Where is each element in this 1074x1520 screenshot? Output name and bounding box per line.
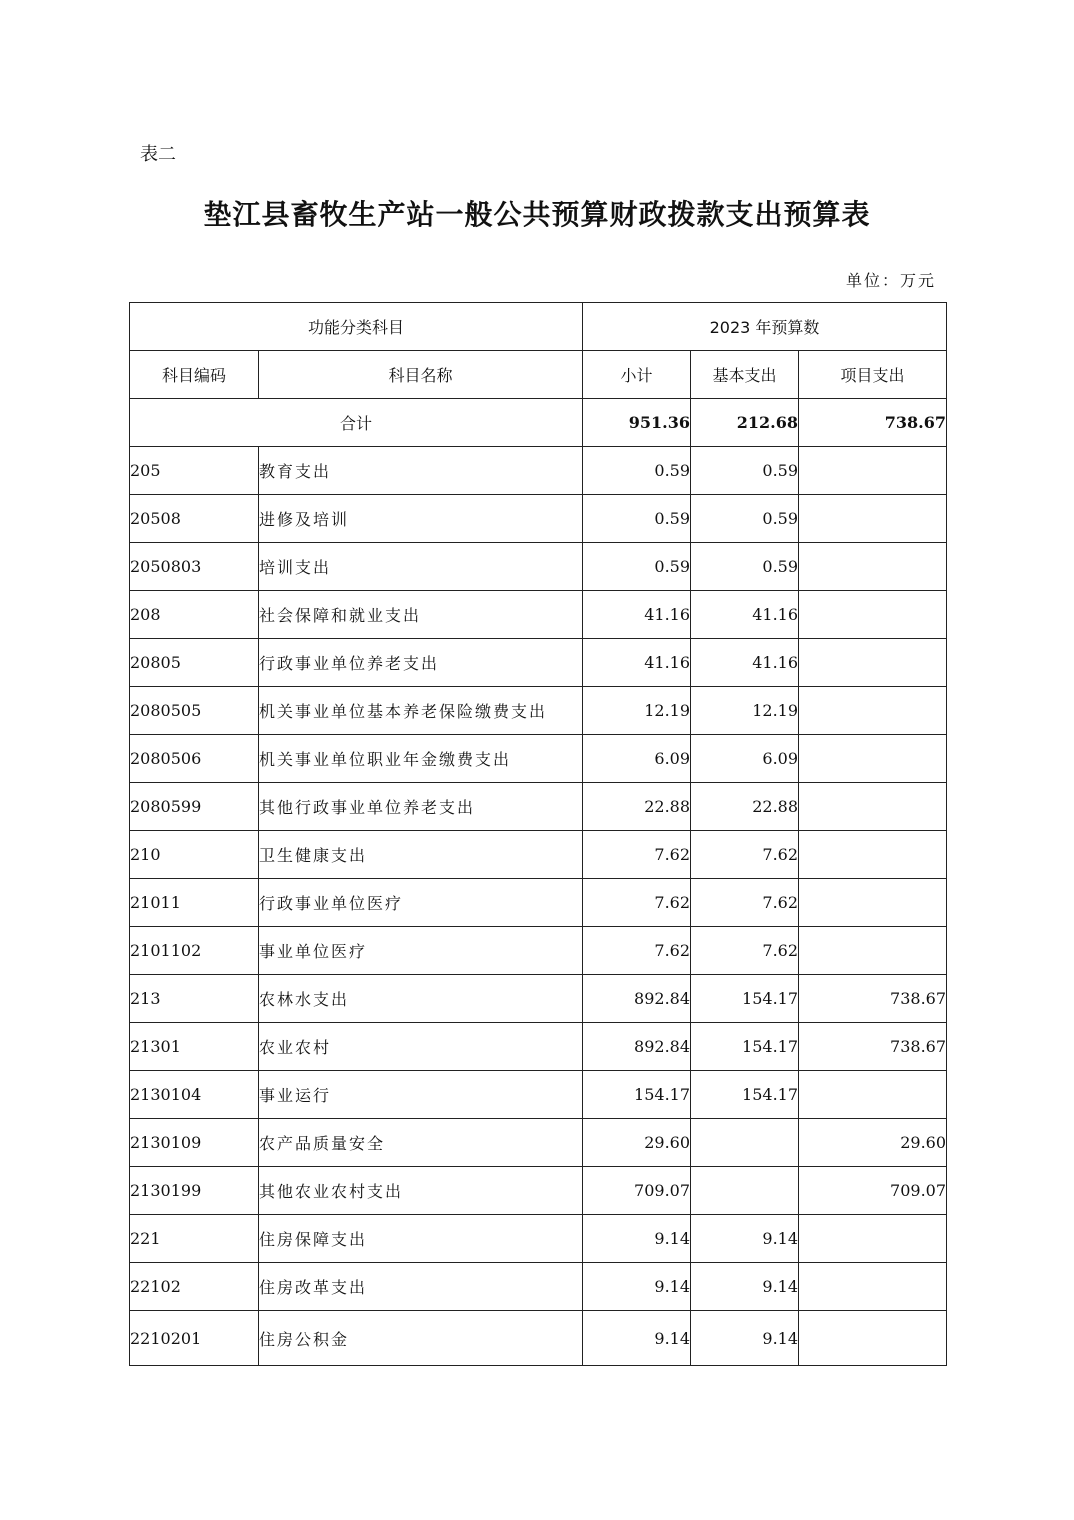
cell-basic: 7.62 xyxy=(691,927,799,975)
cell-code: 2080599 xyxy=(130,783,259,831)
cell-name: 机关事业单位职业年金缴费支出 xyxy=(259,735,583,783)
cell-basic: 7.62 xyxy=(691,831,799,879)
cell-project xyxy=(799,591,947,639)
cell-subtotal: 7.62 xyxy=(583,831,691,879)
cell-basic: 41.16 xyxy=(691,639,799,687)
cell-project xyxy=(799,1311,947,1366)
cell-subtotal: 0.59 xyxy=(583,543,691,591)
cell-name: 农产品质量安全 xyxy=(259,1119,583,1167)
cell-subtotal: 892.84 xyxy=(583,975,691,1023)
cell-project xyxy=(799,735,947,783)
unit-label: 单位：万元 xyxy=(845,271,936,290)
cell-basic: 0.59 xyxy=(691,495,799,543)
cell-code: 21301 xyxy=(130,1023,259,1071)
total-subtotal: 951.36 xyxy=(583,399,691,447)
cell-name: 农业农村 xyxy=(259,1023,583,1071)
cell-project xyxy=(799,879,947,927)
cell-code: 213 xyxy=(130,975,259,1023)
cell-project xyxy=(799,927,947,975)
header-func-class: 功能分类科目 xyxy=(130,303,583,351)
cell-basic: 22.88 xyxy=(691,783,799,831)
cell-name: 培训支出 xyxy=(259,543,583,591)
table-label: 表二 xyxy=(140,144,176,165)
cell-project: 29.60 xyxy=(799,1119,947,1167)
header-row-columns xyxy=(130,351,947,399)
cell-subtotal: 9.14 xyxy=(583,1311,691,1366)
table-row xyxy=(130,687,947,735)
table-row xyxy=(130,591,947,639)
cell-basic: 12.19 xyxy=(691,687,799,735)
cell-subtotal: 29.60 xyxy=(583,1119,691,1167)
total-basic: 212.68 xyxy=(691,399,799,447)
header-row-group xyxy=(130,303,947,351)
cell-basic: 6.09 xyxy=(691,735,799,783)
cell-project xyxy=(799,687,947,735)
cell-code: 2080506 xyxy=(130,735,259,783)
cell-code: 2080505 xyxy=(130,687,259,735)
cell-basic: 9.14 xyxy=(691,1263,799,1311)
cell-code: 2130199 xyxy=(130,1167,259,1215)
cell-subtotal: 41.16 xyxy=(583,639,691,687)
cell-subtotal: 0.59 xyxy=(583,447,691,495)
cell-project xyxy=(799,783,947,831)
cell-basic: 9.14 xyxy=(691,1311,799,1366)
cell-project xyxy=(799,831,947,879)
cell-code: 2210201 xyxy=(130,1311,259,1366)
cell-project: 738.67 xyxy=(799,1023,947,1071)
cell-name: 事业单位医疗 xyxy=(259,927,583,975)
cell-project xyxy=(799,1215,947,1263)
header-subtotal: 小计 xyxy=(583,351,691,399)
cell-code: 20805 xyxy=(130,639,259,687)
table-row xyxy=(130,447,947,495)
cell-code: 20508 xyxy=(130,495,259,543)
cell-name: 行政事业单位养老支出 xyxy=(259,639,583,687)
cell-project xyxy=(799,1071,947,1119)
table-row xyxy=(130,1167,947,1215)
cell-project: 709.07 xyxy=(799,1167,947,1215)
cell-name: 其他行政事业单位养老支出 xyxy=(259,783,583,831)
cell-code: 2050803 xyxy=(130,543,259,591)
table-row xyxy=(130,1263,947,1311)
header-budget-year: 2023 年预算数 xyxy=(583,303,947,351)
table-row xyxy=(130,495,947,543)
cell-subtotal: 709.07 xyxy=(583,1167,691,1215)
cell-name: 机关事业单位基本养老保险缴费支出 xyxy=(259,687,583,735)
cell-project xyxy=(799,495,947,543)
cell-basic: 154.17 xyxy=(691,1023,799,1071)
cell-project xyxy=(799,447,947,495)
cell-basic: 0.59 xyxy=(691,543,799,591)
total-label: 合计 xyxy=(130,399,583,447)
cell-name: 教育支出 xyxy=(259,447,583,495)
cell-subtotal: 6.09 xyxy=(583,735,691,783)
header-name: 科目名称 xyxy=(259,351,583,399)
cell-basic xyxy=(691,1119,799,1167)
cell-name: 住房改革支出 xyxy=(259,1263,583,1311)
cell-code: 208 xyxy=(130,591,259,639)
cell-code: 210 xyxy=(130,831,259,879)
cell-basic: 0.59 xyxy=(691,447,799,495)
table-row xyxy=(130,1023,947,1071)
total-row xyxy=(130,399,947,447)
cell-name: 进修及培训 xyxy=(259,495,583,543)
table-row xyxy=(130,831,947,879)
table-row xyxy=(130,783,947,831)
table-row xyxy=(130,1119,947,1167)
cell-name: 社会保障和就业支出 xyxy=(259,591,583,639)
cell-subtotal: 154.17 xyxy=(583,1071,691,1119)
cell-code: 22102 xyxy=(130,1263,259,1311)
cell-project xyxy=(799,639,947,687)
cell-subtotal: 0.59 xyxy=(583,495,691,543)
cell-name: 卫生健康支出 xyxy=(259,831,583,879)
table-row xyxy=(130,735,947,783)
cell-project xyxy=(799,1263,947,1311)
cell-code: 21011 xyxy=(130,879,259,927)
total-project: 738.67 xyxy=(799,399,947,447)
table-row xyxy=(130,927,947,975)
page-title: 垫江县畜牧生产站一般公共预算财政拨款支出预算表 xyxy=(203,198,871,231)
table-row xyxy=(130,879,947,927)
table-row xyxy=(130,1215,947,1263)
cell-basic: 41.16 xyxy=(691,591,799,639)
cell-basic: 7.62 xyxy=(691,879,799,927)
cell-basic: 154.17 xyxy=(691,1071,799,1119)
cell-name: 住房保障支出 xyxy=(259,1215,583,1263)
cell-basic: 9.14 xyxy=(691,1215,799,1263)
table-row xyxy=(130,543,947,591)
header-project: 项目支出 xyxy=(799,351,947,399)
cell-code: 205 xyxy=(130,447,259,495)
cell-name: 住房公积金 xyxy=(259,1311,583,1366)
cell-subtotal: 9.14 xyxy=(583,1215,691,1263)
cell-name: 事业运行 xyxy=(259,1071,583,1119)
table-row xyxy=(130,1311,947,1366)
cell-subtotal: 12.19 xyxy=(583,687,691,735)
header-basic: 基本支出 xyxy=(691,351,799,399)
budget-table xyxy=(129,302,947,1366)
cell-code: 2130109 xyxy=(130,1119,259,1167)
cell-basic xyxy=(691,1167,799,1215)
table-row xyxy=(130,639,947,687)
table-row xyxy=(130,975,947,1023)
table-row xyxy=(130,1071,947,1119)
cell-subtotal: 7.62 xyxy=(583,879,691,927)
cell-name: 其他农业农村支出 xyxy=(259,1167,583,1215)
cell-subtotal: 22.88 xyxy=(583,783,691,831)
cell-name: 行政事业单位医疗 xyxy=(259,879,583,927)
cell-project: 738.67 xyxy=(799,975,947,1023)
cell-subtotal: 41.16 xyxy=(583,591,691,639)
cell-code: 2130104 xyxy=(130,1071,259,1119)
cell-subtotal: 9.14 xyxy=(583,1263,691,1311)
cell-code: 2101102 xyxy=(130,927,259,975)
cell-code: 221 xyxy=(130,1215,259,1263)
cell-subtotal: 892.84 xyxy=(583,1023,691,1071)
cell-basic: 154.17 xyxy=(691,975,799,1023)
cell-name: 农林水支出 xyxy=(259,975,583,1023)
cell-project xyxy=(799,543,947,591)
header-code: 科目编码 xyxy=(130,351,259,399)
cell-subtotal: 7.62 xyxy=(583,927,691,975)
